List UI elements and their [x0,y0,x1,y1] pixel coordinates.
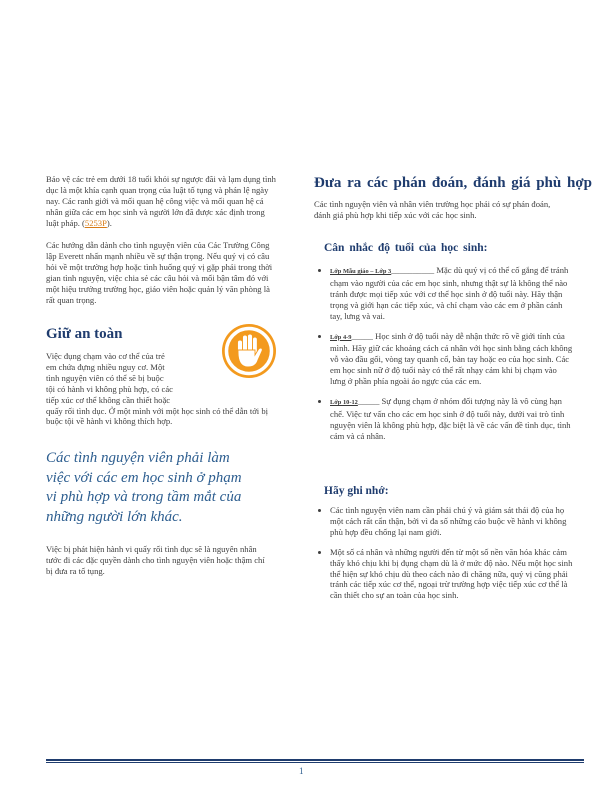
age-item-10-12: • Lớp 10-12_____ Sự đụng chạm ở nhóm đối tượng này là vô cùng hạn chế. Việc tư vấn cho các em học sinh ở độ tuổi này, dưới vai trò tình nguyện viên là không phù hợp, đặc biệt là về các vấn đề tình dục, tình cảm và cá nhân. [330,396,574,442]
footer-rule [46,759,584,761]
safe-paragraph: Việc đụng chạm vào cơ thể của trẻ em chứa đựng nhiều nguy cơ. Một tình nguyện viên có thể sẽ bị buộc tội có hành vi không phù hợp, có các tiếp xúc cơ thể không cần thiết hoặc quấy rối tình dục. Ở một mình với một học sinh có thể dẫn tới bị buộc tội về hành vi không thích hợp. [46,351,268,427]
judgment-heading: Đưa ra các phán đoán, đánh giá phù hợp [314,175,592,191]
policy-link[interactable]: 5253P [84,217,107,228]
pull-quote: Các tình nguyện viên phải làm việc với các em học sinh ở phạm vi phù hợp và trong tầm mắt của những người lớn khác. [46,450,242,525]
stop-hand-icon [220,322,278,380]
intro-paragraph-2: Các hướng dẫn dành cho tình nguyện viên của Các Trường Công lập Everett nhấn mạnh nhiều về sự thận trọng. Nếu quý vị có câu hỏi về một trường hợp hoặc tình huống quý vị gặp phải trong thời gian tình nguyện, việc chia sẻ các câu hỏi và mối bận tâm đó với một hiệu trưởng trường học, giáo viên hoặc quản lý văn phòng là rất quan trọng. [46,240,273,305]
remember-item-1: • Các tình nguyện viên nam cần phải chú ý và giám sát thái độ của họ một cách rất cẩn thận, bởi vì đa số những cáo buộc về hành vi không phù hợp đều chống lại nam giới. [330,505,574,538]
page-number: 1 [299,766,304,776]
age-list [314,265,574,442]
age-heading: Cân nhắc độ tuổi của học sinh: [324,242,488,254]
footer-rule-thin [46,762,584,763]
remember-list [314,505,574,601]
judgment-paragraph: Các tình nguyện viên và nhân viên trường học phải có sự phán đoán, đánh giá phù hợp khi tiếp xúc với các học sinh. [314,199,551,220]
intro-paragraph-1: Bảo vệ các trẻ em dưới 18 tuổi khỏi sự ngược đãi và lạm dụng tình dục là một khía cạnh quan trọng của luật tố tụng và phán lệ ngày nay. Các ranh giới và mối quan hệ công việc và mối quan hệ cá nhân giữa các em học sinh và người lớn đã được xác định trong luật pháp. (5253P). [46,174,276,228]
safe-heading: Giữ an toàn [46,326,123,342]
remember-heading: Hãy ghi nhớ: [324,485,389,497]
age-item-k3: • Lớp Mẫu giáo – Lớp 3__________ Mặc dù quý vị có thể cố gắng để tránh chạm vào người của các em học sinh, nhưng thật sự là không thể nào tránh được mọi tiếp xúc với cơ thể học sinh ở độ tuổi này. Hãy thận trọng và giới hạn các tiếp xúc, và chỉ chạm vào các em ở phần cánh tay, lưng và vai. [330,265,574,322]
safe-paragraph-2: Việc bị phát hiện hành vi quấy rối tình dục sẽ là nguyên nhân tước đi các đặc quyền dành cho tình nguyện viên hoặc thậm chí bị đưa ra tố tụng. [46,544,265,576]
remember-item-2: • Một số cá nhân và những người đến từ một số nền văn hóa khác cảm thấy khó chịu khi bị đụng chạm dù là ở mức độ nào. Nếu một học sinh thể hiện sự khó chịu dù theo cách nào đi chăng nữa, quý vị cũng phải tránh các tiếp xúc cơ thể, ngoại trừ trường hợp việc tiếp xúc cơ thể là cần thiết cho sự an toàn của học sinh. [330,547,574,602]
age-item-4-9: • Lớp 4-9_____ Học sinh ở độ tuổi này dễ nhận thức rõ về giới tính của mình. Hãy giữ các khoảng cách cá nhân với học sinh bằng cách không vỗ vào đầu gối, vòng tay quanh cổ, bàn tay hoặc eo của học sinh. Các em học sinh nữ ở độ tuổi này có thể rất nhạy cảm khi bị chạm vào lưng ở phần phía ngoài áo ngực của các em. [330,331,574,388]
